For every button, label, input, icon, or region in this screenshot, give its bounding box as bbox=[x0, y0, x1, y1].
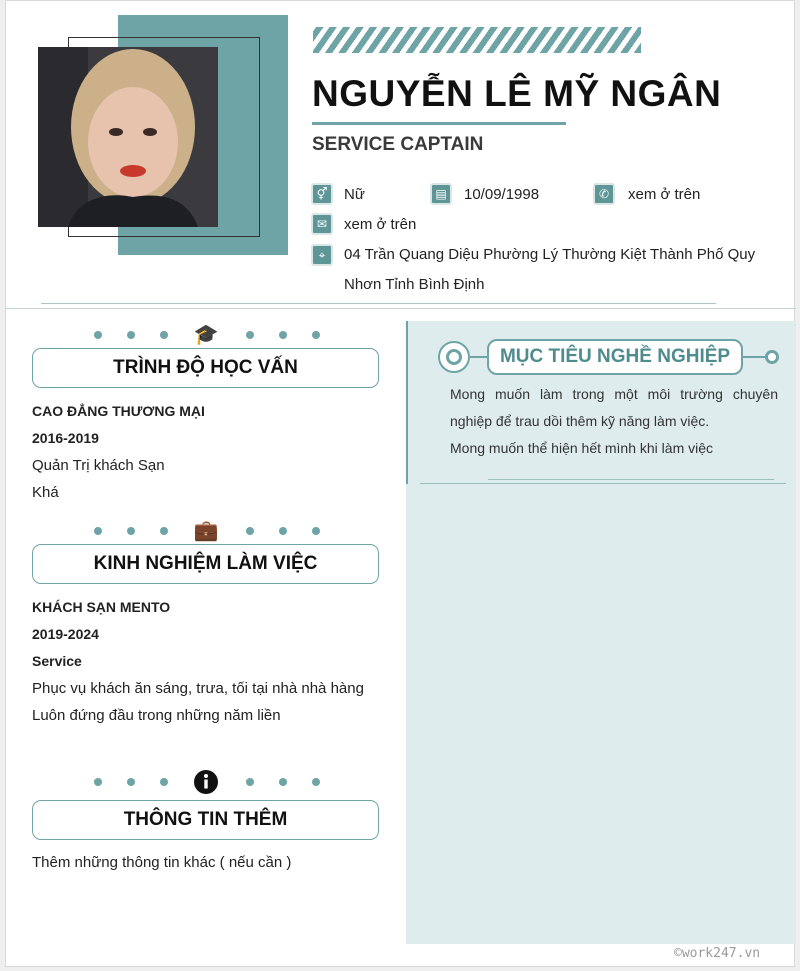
email-icon: ✉ bbox=[311, 213, 333, 235]
location-icon: ⌖ bbox=[311, 244, 333, 266]
objective-divider bbox=[420, 483, 786, 484]
target-icon bbox=[438, 341, 470, 373]
graduation-cap-icon: 🎓 bbox=[193, 324, 219, 346]
header-divider bbox=[6, 308, 796, 309]
phone-icon: ✆ bbox=[593, 183, 615, 205]
gender-value: Nữ bbox=[344, 186, 365, 203]
experience-position: Service bbox=[32, 653, 82, 669]
briefcase-icon: 💼 bbox=[193, 520, 219, 542]
extra-divider bbox=[94, 772, 324, 792]
experience-divider bbox=[94, 521, 324, 541]
address-line-2: Nhơn Tỉnh Bình Định bbox=[344, 276, 485, 293]
name-underline bbox=[312, 122, 566, 125]
extra-heading: THÔNG TIN THÊM bbox=[32, 800, 379, 840]
extra-text: Thêm những thông tin khác ( nếu cần ) bbox=[32, 854, 292, 871]
gender-icon: ⚥ bbox=[311, 183, 333, 205]
education-divider bbox=[94, 325, 324, 345]
experience-desc-2: Luôn đứng đầu trong những năm liền bbox=[32, 707, 281, 724]
experience-years: 2019-2024 bbox=[32, 626, 99, 642]
experience-heading: KINH NGHIỆM LÀM VIỆC bbox=[32, 544, 379, 584]
objective-divider-short bbox=[488, 479, 774, 480]
job-title: SERVICE CAPTAIN bbox=[312, 134, 484, 155]
objective-text bbox=[450, 381, 778, 462]
education-school: CAO ĐẲNG THƯƠNG MẠI bbox=[32, 403, 205, 419]
objective-vertical-line bbox=[406, 321, 408, 484]
education-grade: Khá bbox=[32, 484, 59, 501]
experience-company: KHÁCH SẠN MENTO bbox=[32, 599, 171, 615]
watermark: ©work247.vn bbox=[674, 946, 761, 961]
phone-value: xem ở trên bbox=[628, 186, 701, 203]
calendar-icon: ▤ bbox=[430, 183, 452, 205]
objective-end-dot bbox=[765, 350, 779, 364]
education-years: 2016-2019 bbox=[32, 430, 99, 446]
cv-page bbox=[5, 0, 795, 967]
profile-photo bbox=[38, 47, 218, 227]
objective-paragraph-2: Mong muốn thể hiện hết mình khi làm việc bbox=[450, 440, 714, 456]
email-value: xem ở trên bbox=[344, 216, 417, 233]
decorative-stripes bbox=[313, 27, 641, 53]
address-line-1: 04 Trần Quang Diệu Phường Lý Thường Kiệt Thành Phố Quy bbox=[344, 246, 756, 263]
objective-paragraph-1: Mong muốn làm trong một môi trường chuyên nghiệp để trau dồi thêm kỹ năng làm việc. bbox=[450, 386, 778, 429]
candidate-name: NGUYỄN LÊ MỸ NGÂN bbox=[312, 73, 722, 114]
objective-connector bbox=[470, 356, 488, 358]
experience-desc-1: Phục vụ khách ăn sáng, trưa, tối tại nhà nhà hàng bbox=[32, 680, 364, 697]
education-heading: TRÌNH ĐỘ HỌC VẤN bbox=[32, 348, 379, 388]
header-divider-inner bbox=[41, 303, 716, 304]
objective-heading: MỤC TIÊU NGHỀ NGHIỆP bbox=[487, 339, 743, 375]
birthdate-value: 10/09/1998 bbox=[464, 186, 540, 203]
info-icon bbox=[193, 769, 219, 795]
education-major: Quản Trị khách Sạn bbox=[32, 457, 165, 474]
